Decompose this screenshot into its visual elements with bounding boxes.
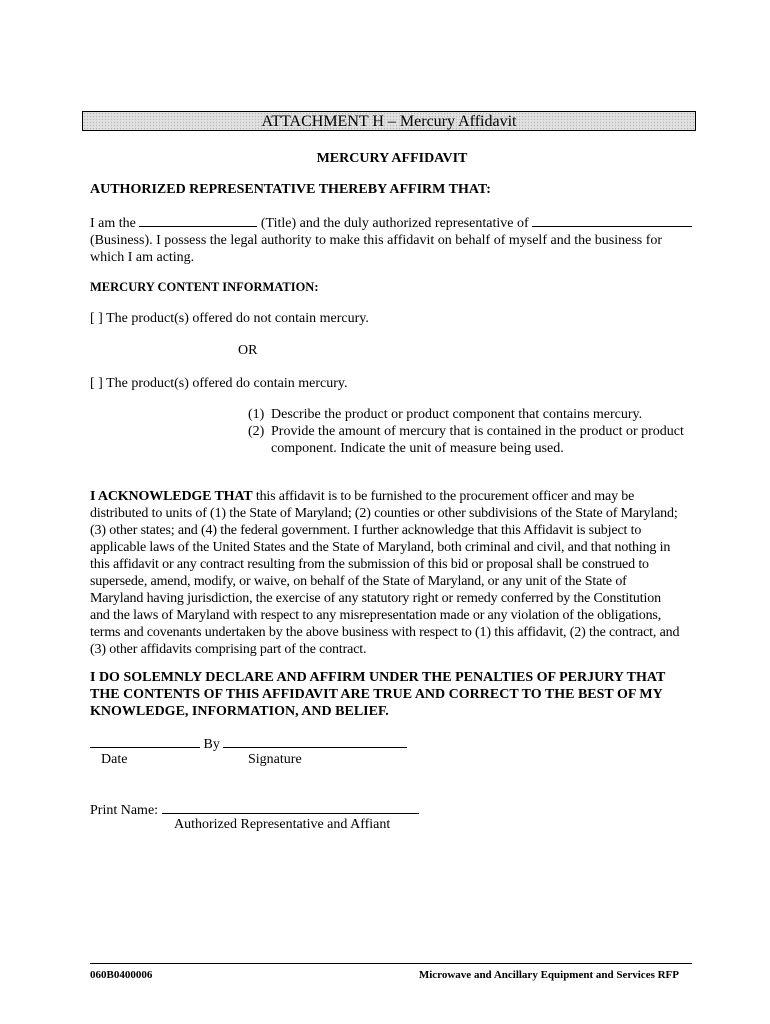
- intro-text-start: I am the: [90, 216, 136, 231]
- option-contains-mercury[interactable]: [ ] The product(s) offered do contain mercury.: [90, 376, 348, 391]
- instruction-text: Describe the product or product component that contains mercury.: [271, 407, 643, 422]
- acknowledge-lead: I ACKNOWLEDGE THAT: [90, 489, 253, 504]
- intro-paragraph: [90, 213, 694, 266]
- declaration-line: I DO SOLEMNLY DECLARE AND AFFIRM UNDER THE PENALTIES OF PERJURY THAT: [90, 670, 666, 685]
- title-blank-field[interactable]: [139, 213, 257, 227]
- footer-divider: [90, 963, 692, 964]
- content-heading: MERCURY CONTENT INFORMATION:: [90, 280, 319, 294]
- date-blank-field[interactable]: [90, 734, 200, 748]
- acknowledge-line: (3) other states; and (4) the federal government. I further acknowledge that this Affidavit is subject to: [90, 523, 642, 538]
- intro-line-2: (Business). I possess the legal authority to make this affidavit on behalf of myself and the business for: [90, 233, 663, 248]
- acknowledge-line: Maryland having jurisdiction, the exercise of any statutory right or remedy conferred by the Constitution: [90, 591, 661, 606]
- document-title: MERCURY AFFIDAVIT: [316, 151, 468, 166]
- intro-line-3: which I am acting.: [90, 250, 195, 265]
- acknowledge-line: I ACKNOWLEDGE THAT this affidavit is to be furnished to the procurement officer and may be: [90, 489, 635, 504]
- date-label: Date: [101, 752, 128, 767]
- attachment-title: ATTACHMENT H – Mercury Affidavit: [261, 113, 517, 130]
- option-no-mercury[interactable]: [ ] The product(s) offered do not contain mercury.: [90, 311, 369, 326]
- acknowledge-line: this affidavit or any contract resulting from the submission of this bid or proposal shall be construed to: [90, 557, 649, 572]
- mercury-instructions: [248, 406, 698, 457]
- print-name-label: Print Name:: [90, 803, 159, 818]
- acknowledge-line: terms and covenants undertaken by the above business with respect to (1) this affidavit, (2) the contract, and: [90, 625, 680, 640]
- declaration-paragraph: [90, 669, 694, 720]
- instruction-item: [248, 406, 698, 423]
- acknowledge-line: distributed to units of (1) the State of Maryland; (2) counties or other subdivisions of the State of Maryland;: [90, 506, 678, 521]
- declaration-line: THE CONTENTS OF THIS AFFIDAVIT ARE TRUE AND CORRECT TO THE BEST OF MY: [90, 687, 663, 702]
- acknowledge-line: applicable laws of the United States and the State of Maryland, both criminal and civil, and that nothing in: [90, 540, 671, 555]
- affiant-label: Authorized Representative and Affiant: [174, 817, 391, 832]
- acknowledge-paragraph: [90, 488, 700, 658]
- signature-blank-field[interactable]: [223, 734, 407, 748]
- acknowledge-line: and the laws of Maryland with respect to any misrepresentation made or any violation of the obligations,: [90, 608, 662, 623]
- acknowledge-line: supersede, amend, modify, or waive, on behalf of the State of Maryland, or any unit of the State of: [90, 574, 627, 589]
- affirm-heading: AUTHORIZED REPRESENTATIVE THEREBY AFFIRM THAT:: [90, 182, 491, 197]
- or-text: OR: [238, 343, 258, 358]
- print-name-blank-field[interactable]: [162, 800, 419, 814]
- instruction-number: (1): [248, 407, 265, 422]
- instruction-item: [248, 423, 698, 457]
- by-label: By: [203, 737, 220, 752]
- intro-line-1: [90, 213, 694, 232]
- footer-document-number: 060B0400006: [90, 969, 153, 981]
- instruction-text: Provide the amount of mercury that is contained in the product or product: [271, 424, 684, 439]
- declaration-line: KNOWLEDGE, INFORMATION, AND BELIEF.: [90, 704, 389, 719]
- signature-label: Signature: [248, 752, 302, 767]
- acknowledge-line: (3) other affidavits comprising part of the contract.: [90, 642, 367, 657]
- instruction-number: (2): [248, 424, 265, 439]
- attachment-banner: [82, 111, 696, 131]
- instruction-text-continued: component. Indicate the unit of measure being used.: [271, 441, 564, 456]
- footer-rfp-title: Microwave and Ancillary Equipment and Services RFP: [418, 969, 679, 981]
- intro-text-middle: (Title) and the duly authorized representative of: [260, 216, 529, 231]
- business-blank-field[interactable]: [532, 213, 692, 227]
